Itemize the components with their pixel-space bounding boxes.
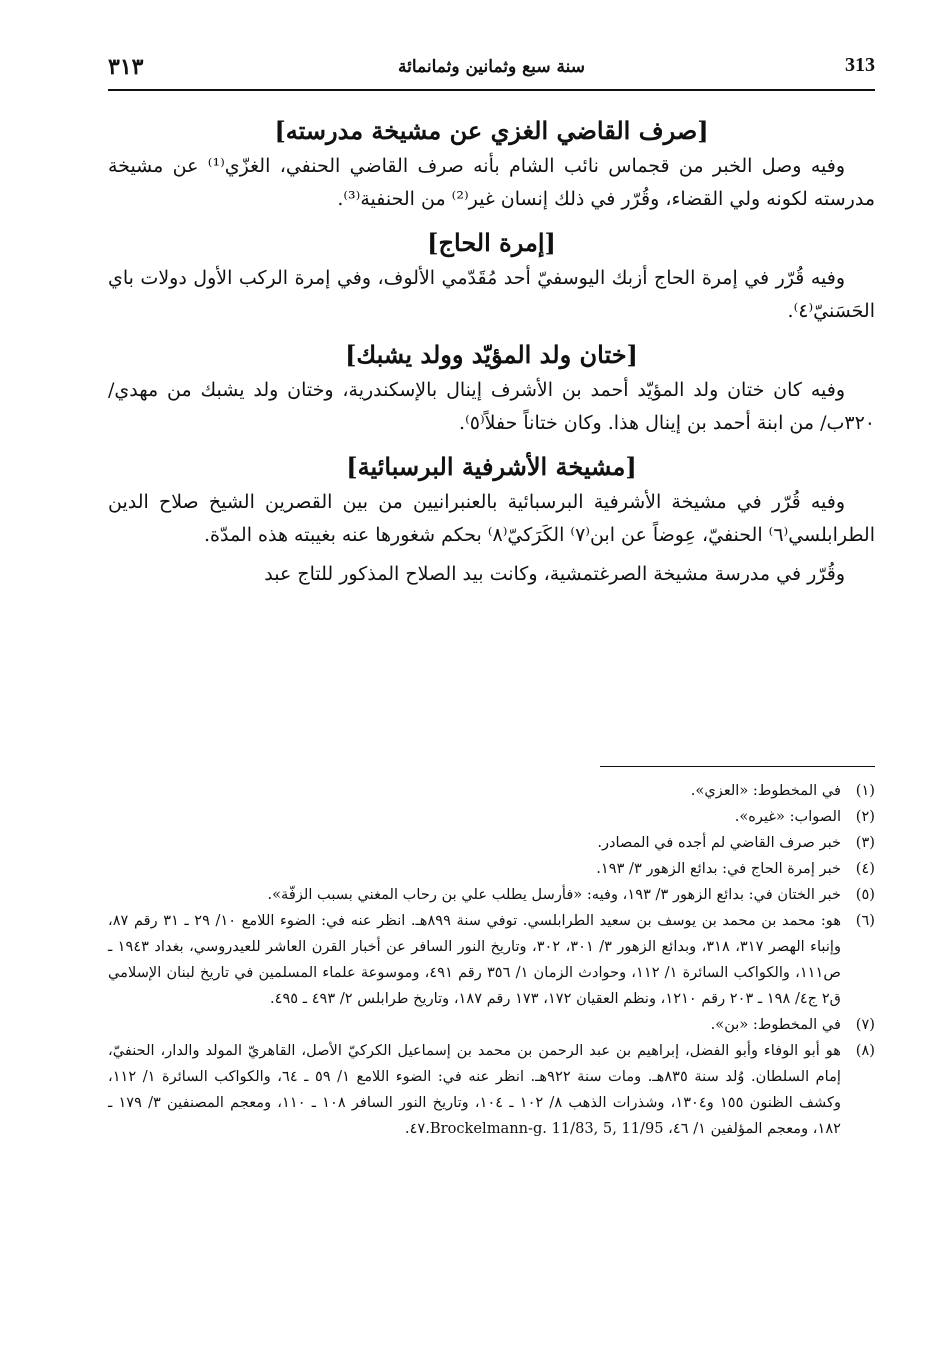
page-number-arabic: ٣١٣ [108,54,144,80]
footnote [108,830,875,856]
paragraph: وقُرّر في مدرسة مشيخة الصرغتمشية، وكانت بيد الصلاح المذكور للتاج عبد [264,563,845,585]
section-heading: [إمرة الحاج] [427,228,556,257]
footnote [108,856,875,882]
paragraph: وفيه كان ختان ولد المؤيّد أحمد بن الأشرف إينال بالإسكندرية، وختان ولد يشبك من مهدي/ ٣٢٠ب/ من ابنة أحمد بن إينال هذا. وكان ختاناً حفلاً⁽٥⁾. [108,379,875,434]
footnote [108,1038,875,1142]
footnote-text: الصواب: «غيره». [734,808,841,825]
footnote [108,882,875,908]
section-heading: [ختان ولد المؤيّد وولد يشبك] [345,340,638,369]
footnote [108,804,875,830]
footnote-number: (٤) [855,860,875,877]
paragraph: وفيه قُرّر في مشيخة الأشرفية البرسبائية بالعنبرانيين من بين القصرين الشيخ صلاح الدين الطرابلسي⁽٦⁾ الحنفيّ، عِوضاً عن ابن⁽٧⁾ الكَرَكيّ⁽٨⁾ بحكم شغورها عنه بغيبته هذه المدّة. [108,491,875,546]
footnote-text: خبر إمرة الحاج في: بدائع الزهور ٣/ ١٩٣. [596,860,841,877]
footnote-text: خبر صرف القاضي لم أجده في المصادر. [597,834,841,851]
footnote [108,1012,875,1038]
footnote-number: (٥) [855,886,875,903]
footnote-text: خبر الختان في: بدائع الزهور ٣/ ١٩٣، وفيه: «فأرسل يطلب علي بن رحاب المغني بسبب الزفّة». [267,886,841,903]
footnote-text: هو أبو الوفاء وأبو الفضل، إبراهيم بن عبد الرحمن بن محمد بن إسماعيل الكركيّ الأصل، القاهريّ المولد والدار، الحنفيّ، إمام السلطان. وُلد سنة ٨٣٥هـ. ومات سنة ٩٢٢هـ. انظر عنه في: الضوء اللامع ١/ ٥٩ ـ ٦٤، والكواكب السائرة ١/ ١١٢، وكشف الظنون ١٥٥ و١٣٠٤، وشذرات الذهب ٨/ ١٠٢ ـ ١٠٤، وتاريخ النور السافر ١٠٨ ـ ١١٠، ومعجم المصنفين ٣/ ١٧٩ ـ ١٨٢، ومعجم المؤلفين ١/ ٤٦، Brockelmann-g. 11/83, 5, 11/95.٤٧. [108,1042,842,1137]
running-title: سنة سبع وثمانين وثمانمائة [398,57,585,77]
footnote-text: في المخطوط: «العزي». [690,782,841,799]
footnote-number: (١) [855,782,875,799]
header-rule [108,89,875,91]
paragraph: وفيه وصل الخبر من قجماس نائب الشام بأنه صرف القاضي الحنفي، الغزّي⁽¹⁾ عن مشيخة مدرسته لكونه ولي القضاء، وقُرّر في ذلك إنسان غير⁽²⁾ من الحنفية⁽³⁾. [108,155,875,210]
footnote-rule [600,766,875,767]
footnote-number: (٧) [855,1016,875,1033]
section-heading: [مشيخة الأشرفية البرسبائية] [346,452,637,481]
footnote [108,778,875,804]
footnotes [108,778,875,1142]
footnote-number: (٦) [855,912,875,929]
footnote-text: هو: محمد بن محمد بن يوسف بن سعيد الطرابلسي. توفي سنة ٨٩٩هـ. انظر عنه في: الضوء اللامع ١٠/ ٢٩ ـ ٣١ رقم ٨٧، وإنباء الهصر ٣١٧، ٣١٨، وبدائع الزهور ٣/ ٣٠١، ٣٠٢، وتاريخ النور السافر عن أخبار القرن العاشر للعيدروسي، بغداد ١٩٤٣ ـ ص١١١، والكواكب السائرة ١/ ١١٢، وحوادث الزمان ١/ ٣٥٦ رقم ٤٩١، وموسوعة علماء المسلمين في تاريخ لبنان الإسلامي ق٢ ج٤/ ١٩٨ ـ ٢٠٣ رقم ١٢١٠، ونظم العقيان ١٧٢، ١٧٣ رقم ١٨٧، وتاريخ طرابلس ٢/ ٤٩٣ ـ ٤٩٥. [108,912,842,1007]
paragraph: وفيه قُرّر في إمرة الحاج أزبك اليوسفيّ أحد مُقَدّمي الألوف، وفي إمرة الركب الأول دولات باي الحَسَنيّ⁽٤⁾. [108,267,875,322]
footnote-text: في المخطوط: «بن». [710,1016,841,1033]
main-text [108,112,875,597]
footnote-number: (٢) [855,808,875,825]
footnote-number: (٨) [855,1042,875,1059]
footnote [108,908,875,1012]
section-heading: [صرف القاضي الغزي عن مشيخة مدرسته] [274,116,709,145]
page-header [108,52,875,88]
page-number-latin: 313 [845,54,875,76]
footnote-number: (٣) [855,834,875,851]
